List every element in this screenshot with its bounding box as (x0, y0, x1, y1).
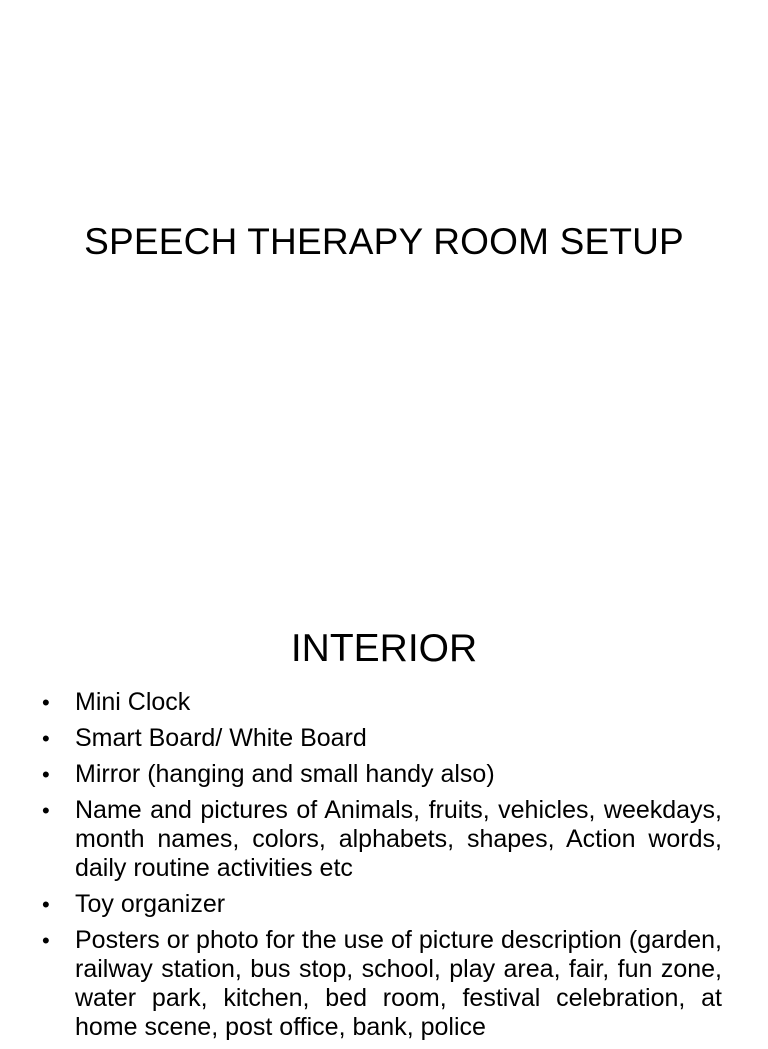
bullet-icon: • (42, 726, 50, 751)
list-item (42, 760, 722, 789)
list-item-text: Name and pictures of Animals, fruits, vehicles, weekdays, month names, colors, alphabets, shapes, Action words, daily routine activities etc (75, 796, 722, 882)
interior-heading: INTERIOR (290, 627, 478, 670)
list-item-text: Smart Board/ White Board (75, 724, 367, 752)
slide-interior (0, 580, 768, 1041)
list-item (42, 724, 722, 753)
interior-bullet-list (42, 688, 722, 1049)
list-item-text: Toy organizer (75, 890, 226, 918)
list-item (42, 688, 722, 717)
bullet-icon: • (42, 762, 50, 787)
bullet-icon: • (42, 798, 50, 823)
list-item (42, 796, 722, 883)
slide-title-heading: SPEECH THERAPY ROOM SETUP (84, 221, 684, 262)
bullet-icon: • (42, 892, 50, 917)
list-item-text: Posters or photo for the use of picture description (garden, railway station, bus stop, school, play area, fair, fun zone, water park, kitchen, bed room, festival celebration, at home scene, post office, bank, police (75, 926, 722, 1041)
list-item (42, 890, 722, 919)
list-item (42, 926, 722, 1042)
list-item-text: Mini Clock (75, 688, 191, 716)
bullet-icon: • (42, 690, 50, 715)
list-item-text: Mirror (hanging and small handy also) (75, 760, 495, 788)
bullet-icon: • (42, 928, 50, 953)
